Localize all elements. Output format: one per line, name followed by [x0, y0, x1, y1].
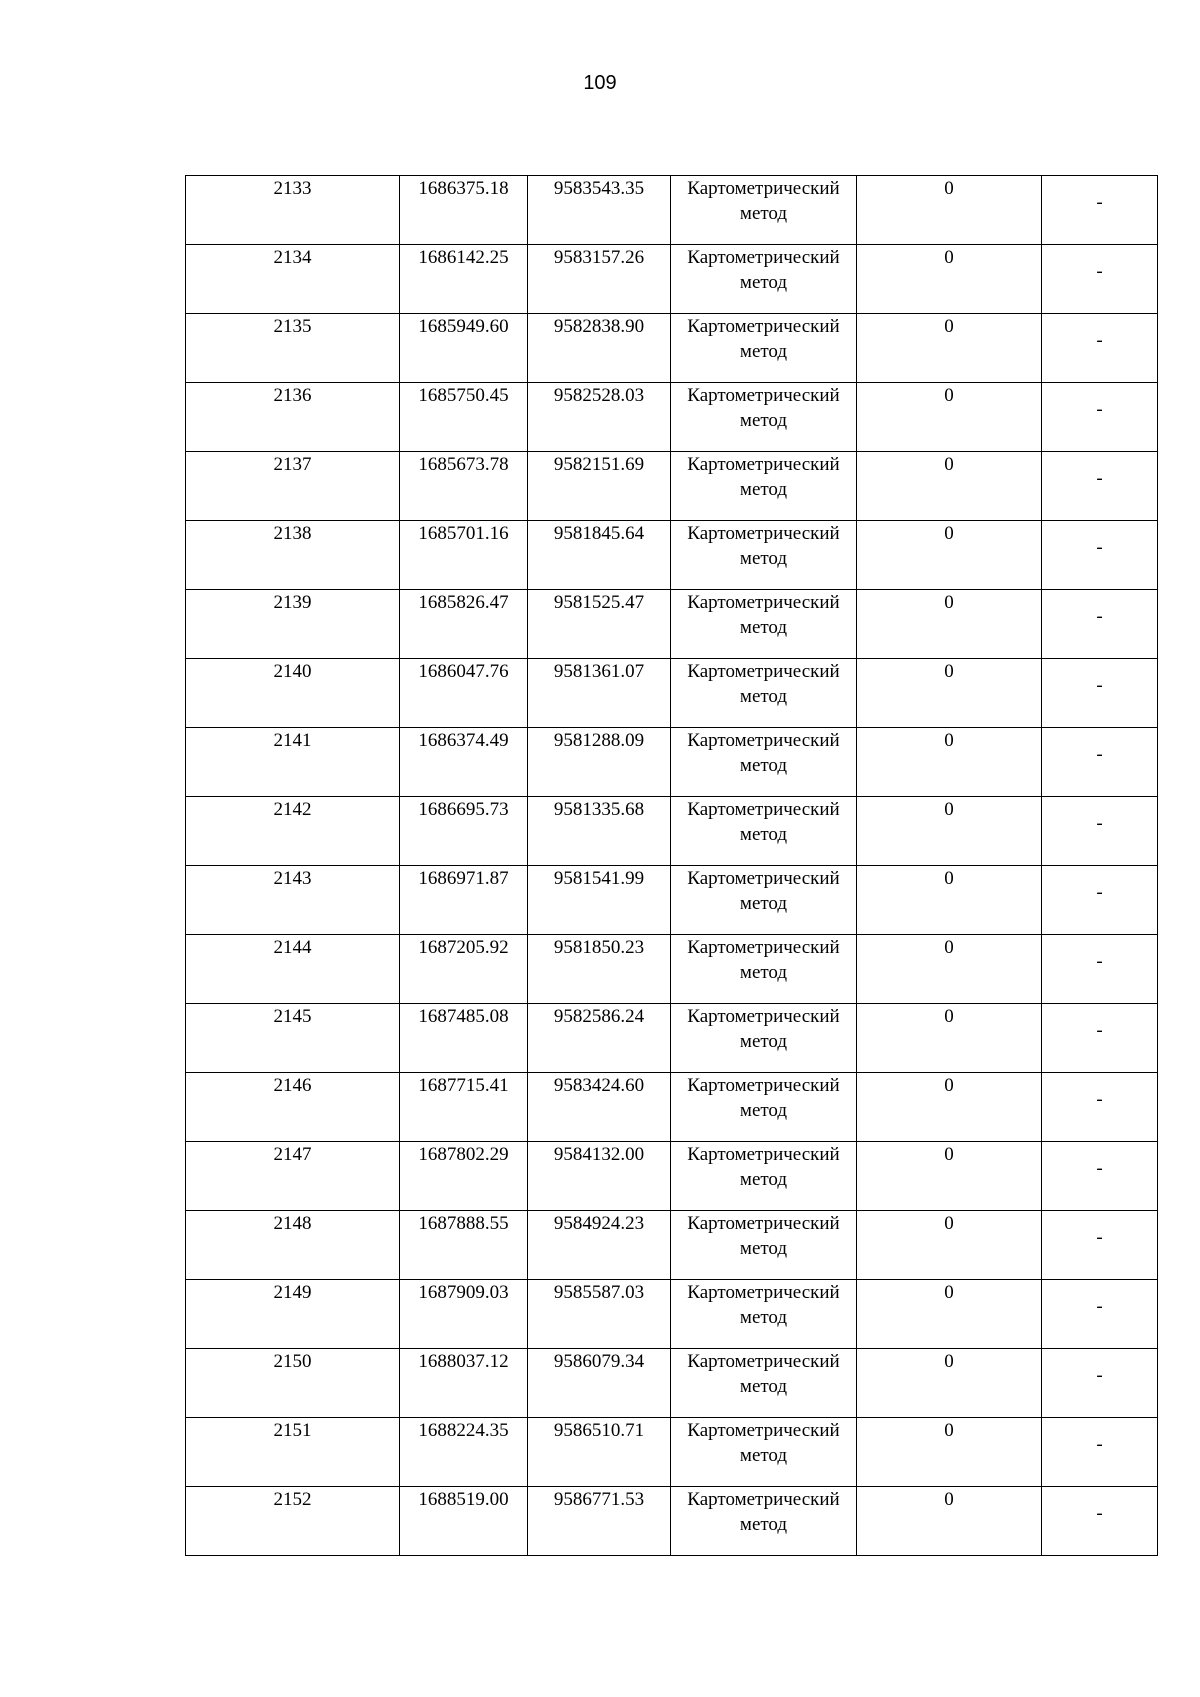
- error-cell-text: 0: [944, 1420, 954, 1441]
- point-number-cell: [186, 452, 400, 521]
- point-number-cell-text: 2150: [273, 1351, 312, 1372]
- error-cell: [857, 866, 1042, 935]
- y-coordinate-cell: [528, 866, 671, 935]
- error-cell: [857, 176, 1042, 245]
- table-row: [186, 1073, 1158, 1142]
- method-cell: [671, 1280, 857, 1349]
- error-cell: [857, 1142, 1042, 1211]
- table-row: [186, 935, 1158, 1004]
- method-cell: [671, 1004, 857, 1073]
- page-number: 109: [583, 72, 617, 94]
- method-cell-text: Картометрический метод: [687, 385, 840, 431]
- y-coordinate-cell: [528, 590, 671, 659]
- note-cell: [1042, 452, 1158, 521]
- y-coordinate-cell: [528, 659, 671, 728]
- point-number-cell: [186, 1487, 400, 1556]
- y-coordinate-cell-text: 9581288.09: [553, 730, 645, 751]
- error-cell: [857, 1280, 1042, 1349]
- note-cell: [1042, 245, 1158, 314]
- x-coordinate-cell: [400, 659, 528, 728]
- x-coordinate-cell-text: 1686142.25: [418, 247, 509, 268]
- point-number-cell: [186, 245, 400, 314]
- note-cell: [1042, 383, 1158, 452]
- table-row: [186, 452, 1158, 521]
- y-coordinate-cell: [528, 1004, 671, 1073]
- x-coordinate-cell: [400, 935, 528, 1004]
- y-coordinate-cell-text: 9581361.07: [553, 661, 645, 682]
- x-coordinate-cell-text: 1686971.87: [418, 868, 509, 889]
- method-cell-text: Картометрический метод: [687, 868, 840, 914]
- table-row: [186, 1004, 1158, 1073]
- y-coordinate-cell-text: 9581335.68: [553, 799, 645, 820]
- error-cell-text: 0: [944, 868, 954, 889]
- y-coordinate-cell-text: 9581525.47: [553, 592, 645, 613]
- error-cell-text: 0: [944, 1213, 954, 1234]
- y-coordinate-cell: [528, 1280, 671, 1349]
- table-row: [186, 590, 1158, 659]
- point-number-cell-text: 2151: [273, 1420, 312, 1441]
- x-coordinate-cell-text: 1686695.73: [418, 799, 509, 820]
- point-number-cell: [186, 1349, 400, 1418]
- x-coordinate-cell-text: 1686374.49: [418, 730, 509, 751]
- method-cell: [671, 383, 857, 452]
- x-coordinate-cell-text: 1686375.18: [418, 178, 509, 199]
- y-coordinate-cell: [528, 521, 671, 590]
- method-cell: [671, 452, 857, 521]
- error-cell: [857, 1487, 1042, 1556]
- point-number-cell: [186, 1280, 400, 1349]
- method-cell-text: Картометрический метод: [687, 937, 840, 983]
- y-coordinate-cell: [528, 314, 671, 383]
- note-cell-text: -: [1096, 743, 1103, 765]
- method-cell-text: Картометрический метод: [687, 247, 840, 293]
- note-cell-text: -: [1096, 1088, 1103, 1110]
- error-cell: [857, 245, 1042, 314]
- point-number-cell: [186, 728, 400, 797]
- method-cell: [671, 1142, 857, 1211]
- note-cell-text: -: [1096, 605, 1103, 627]
- error-cell-text: 0: [944, 1489, 954, 1510]
- error-cell: [857, 1004, 1042, 1073]
- method-cell: [671, 1418, 857, 1487]
- coordinates-table: [185, 175, 1158, 1556]
- x-coordinate-cell: [400, 521, 528, 590]
- method-cell: [671, 797, 857, 866]
- error-cell-text: 0: [944, 937, 954, 958]
- method-cell: [671, 1211, 857, 1280]
- point-number-cell: [186, 590, 400, 659]
- error-cell: [857, 1418, 1042, 1487]
- note-cell: [1042, 797, 1158, 866]
- error-cell-text: 0: [944, 1282, 954, 1303]
- y-coordinate-cell-text: 9582528.03: [553, 385, 645, 406]
- note-cell-text: -: [1096, 260, 1103, 282]
- method-cell-text: Картометрический метод: [687, 661, 840, 707]
- point-number-cell-text: 2149: [273, 1282, 312, 1303]
- table-row: [186, 245, 1158, 314]
- point-number-cell: [186, 1142, 400, 1211]
- error-cell-text: 0: [944, 1351, 954, 1372]
- y-coordinate-cell-text: 9585587.03: [553, 1282, 645, 1303]
- method-cell-text: Картометрический метод: [687, 1006, 840, 1052]
- note-cell: [1042, 1004, 1158, 1073]
- note-cell-text: -: [1096, 398, 1103, 420]
- point-number-cell-text: 2140: [273, 661, 312, 682]
- x-coordinate-cell: [400, 728, 528, 797]
- point-number-cell-text: 2141: [273, 730, 312, 751]
- method-cell-text: Картометрический метод: [687, 523, 840, 569]
- x-coordinate-cell: [400, 866, 528, 935]
- x-coordinate-cell: [400, 1487, 528, 1556]
- table-row: [186, 1280, 1158, 1349]
- error-cell-text: 0: [944, 385, 954, 406]
- method-cell: [671, 314, 857, 383]
- table-row: [186, 176, 1158, 245]
- error-cell: [857, 935, 1042, 1004]
- point-number-cell: [186, 176, 400, 245]
- error-cell: [857, 383, 1042, 452]
- table-row: [186, 1487, 1158, 1556]
- note-cell: [1042, 590, 1158, 659]
- y-coordinate-cell: [528, 452, 671, 521]
- point-number-cell: [186, 1073, 400, 1142]
- y-coordinate-cell: [528, 245, 671, 314]
- table-row: [186, 1349, 1158, 1418]
- y-coordinate-cell-text: 9581845.64: [553, 523, 645, 544]
- y-coordinate-cell-text: 9586771.53: [553, 1489, 645, 1510]
- x-coordinate-cell: [400, 1418, 528, 1487]
- x-coordinate-cell: [400, 1004, 528, 1073]
- y-coordinate-cell-text: 9581850.23: [553, 937, 645, 958]
- error-cell-text: 0: [944, 799, 954, 820]
- x-coordinate-cell-text: 1685826.47: [418, 592, 509, 613]
- table-row: [186, 728, 1158, 797]
- error-cell: [857, 590, 1042, 659]
- note-cell: [1042, 659, 1158, 728]
- x-coordinate-cell: [400, 452, 528, 521]
- note-cell: [1042, 935, 1158, 1004]
- point-number-cell-text: 2145: [273, 1006, 312, 1027]
- method-cell-text: Картометрический метод: [687, 1075, 840, 1121]
- point-number-cell: [186, 1004, 400, 1073]
- note-cell: [1042, 314, 1158, 383]
- method-cell-text: Картометрический метод: [687, 1213, 840, 1259]
- y-coordinate-cell: [528, 176, 671, 245]
- method-cell-text: Картометрический метод: [687, 1144, 840, 1190]
- note-cell-text: -: [1096, 674, 1103, 696]
- y-coordinate-cell-text: 9583543.35: [553, 178, 645, 199]
- note-cell-text: -: [1096, 1226, 1103, 1248]
- y-coordinate-cell: [528, 1349, 671, 1418]
- point-number-cell-text: 2152: [273, 1489, 312, 1510]
- error-cell-text: 0: [944, 1075, 954, 1096]
- x-coordinate-cell: [400, 383, 528, 452]
- x-coordinate-cell-text: 1687802.29: [418, 1144, 509, 1165]
- y-coordinate-cell: [528, 383, 671, 452]
- point-number-cell: [186, 1211, 400, 1280]
- method-cell: [671, 245, 857, 314]
- note-cell: [1042, 1418, 1158, 1487]
- note-cell: [1042, 1142, 1158, 1211]
- error-cell-text: 0: [944, 247, 954, 268]
- coordinates-table-body: [186, 176, 1158, 1556]
- x-coordinate-cell: [400, 1073, 528, 1142]
- note-cell-text: -: [1096, 536, 1103, 558]
- error-cell: [857, 452, 1042, 521]
- point-number-cell-text: 2147: [273, 1144, 312, 1165]
- y-coordinate-cell-text: 9583424.60: [553, 1075, 645, 1096]
- error-cell: [857, 797, 1042, 866]
- note-cell-text: -: [1096, 467, 1103, 489]
- x-coordinate-cell: [400, 176, 528, 245]
- method-cell: [671, 176, 857, 245]
- x-coordinate-cell: [400, 1349, 528, 1418]
- table-row: [186, 314, 1158, 383]
- note-cell-text: -: [1096, 881, 1103, 903]
- method-cell: [671, 1073, 857, 1142]
- error-cell: [857, 314, 1042, 383]
- point-number-cell-text: 2137: [273, 454, 312, 475]
- table-row: [186, 1142, 1158, 1211]
- x-coordinate-cell: [400, 797, 528, 866]
- y-coordinate-cell: [528, 797, 671, 866]
- method-cell-text: Картометрический метод: [687, 1420, 840, 1466]
- error-cell-text: 0: [944, 661, 954, 682]
- y-coordinate-cell-text: 9582151.69: [553, 454, 645, 475]
- y-coordinate-cell-text: 9584924.23: [553, 1213, 645, 1234]
- error-cell: [857, 1073, 1042, 1142]
- y-coordinate-cell-text: 9583157.26: [553, 247, 645, 268]
- error-cell-text: 0: [944, 454, 954, 475]
- table-row: [186, 383, 1158, 452]
- error-cell: [857, 659, 1042, 728]
- y-coordinate-cell-text: 9586510.71: [553, 1420, 645, 1441]
- error-cell-text: 0: [944, 523, 954, 544]
- error-cell-text: 0: [944, 730, 954, 751]
- x-coordinate-cell-text: 1688037.12: [418, 1351, 509, 1372]
- x-coordinate-cell-text: 1687715.41: [418, 1075, 509, 1096]
- note-cell-text: -: [1096, 1364, 1103, 1386]
- method-cell-text: Картометрический метод: [687, 454, 840, 500]
- method-cell-text: Картометрический метод: [687, 178, 840, 224]
- x-coordinate-cell-text: 1685750.45: [418, 385, 509, 406]
- note-cell-text: -: [1096, 1295, 1103, 1317]
- y-coordinate-cell: [528, 1487, 671, 1556]
- error-cell: [857, 728, 1042, 797]
- method-cell: [671, 590, 857, 659]
- y-coordinate-cell-text: 9584132.00: [553, 1144, 645, 1165]
- x-coordinate-cell: [400, 1142, 528, 1211]
- error-cell-text: 0: [944, 1144, 954, 1165]
- method-cell-text: Картометрический метод: [687, 592, 840, 638]
- note-cell-text: -: [1096, 950, 1103, 972]
- point-number-cell-text: 2135: [273, 316, 312, 337]
- note-cell: [1042, 1073, 1158, 1142]
- point-number-cell-text: 2134: [273, 247, 312, 268]
- y-coordinate-cell: [528, 1073, 671, 1142]
- note-cell-text: -: [1096, 812, 1103, 834]
- method-cell: [671, 521, 857, 590]
- point-number-cell-text: 2143: [273, 868, 312, 889]
- method-cell-text: Картометрический метод: [687, 799, 840, 845]
- note-cell-text: -: [1096, 1019, 1103, 1041]
- point-number-cell: [186, 866, 400, 935]
- note-cell: [1042, 728, 1158, 797]
- error-cell-text: 0: [944, 592, 954, 613]
- x-coordinate-cell-text: 1686047.76: [418, 661, 509, 682]
- method-cell-text: Картометрический метод: [687, 730, 840, 776]
- x-coordinate-cell-text: 1687909.03: [418, 1282, 509, 1303]
- table-row: [186, 521, 1158, 590]
- point-number-cell: [186, 935, 400, 1004]
- y-coordinate-cell: [528, 1211, 671, 1280]
- point-number-cell-text: 2133: [273, 178, 312, 199]
- x-coordinate-cell-text: 1685949.60: [418, 316, 509, 337]
- method-cell: [671, 866, 857, 935]
- note-cell-text: -: [1096, 329, 1103, 351]
- point-number-cell-text: 2142: [273, 799, 312, 820]
- point-number-cell: [186, 1418, 400, 1487]
- x-coordinate-cell: [400, 245, 528, 314]
- table-row: [186, 659, 1158, 728]
- note-cell: [1042, 1349, 1158, 1418]
- y-coordinate-cell: [528, 1142, 671, 1211]
- y-coordinate-cell-text: 9581541.99: [553, 868, 645, 889]
- point-number-cell-text: 2146: [273, 1075, 312, 1096]
- x-coordinate-cell-text: 1687485.08: [418, 1006, 509, 1027]
- x-coordinate-cell-text: 1687205.92: [418, 937, 509, 958]
- point-number-cell-text: 2144: [273, 937, 312, 958]
- method-cell-text: Картометрический метод: [687, 1351, 840, 1397]
- x-coordinate-cell: [400, 590, 528, 659]
- point-number-cell-text: 2138: [273, 523, 312, 544]
- x-coordinate-cell-text: 1688224.35: [418, 1420, 509, 1441]
- point-number-cell: [186, 383, 400, 452]
- point-number-cell-text: 2139: [273, 592, 312, 613]
- table-row: [186, 797, 1158, 866]
- note-cell: [1042, 1280, 1158, 1349]
- x-coordinate-cell-text: 1687888.55: [418, 1213, 509, 1234]
- y-coordinate-cell-text: 9582586.24: [553, 1006, 645, 1027]
- x-coordinate-cell: [400, 1280, 528, 1349]
- method-cell: [671, 1487, 857, 1556]
- x-coordinate-cell: [400, 1211, 528, 1280]
- note-cell: [1042, 1211, 1158, 1280]
- x-coordinate-cell-text: 1685673.78: [418, 454, 509, 475]
- y-coordinate-cell: [528, 728, 671, 797]
- method-cell: [671, 728, 857, 797]
- note-cell-text: -: [1096, 1502, 1103, 1524]
- point-number-cell: [186, 797, 400, 866]
- error-cell-text: 0: [944, 1006, 954, 1027]
- error-cell: [857, 1211, 1042, 1280]
- x-coordinate-cell-text: 1685701.16: [418, 523, 509, 544]
- point-number-cell: [186, 659, 400, 728]
- x-coordinate-cell: [400, 314, 528, 383]
- method-cell: [671, 1349, 857, 1418]
- method-cell-text: Картометрический метод: [687, 1282, 840, 1328]
- x-coordinate-cell-text: 1688519.00: [418, 1489, 509, 1510]
- y-coordinate-cell-text: 9582838.90: [553, 316, 645, 337]
- note-cell-text: -: [1096, 1157, 1103, 1179]
- note-cell: [1042, 866, 1158, 935]
- y-coordinate-cell: [528, 1418, 671, 1487]
- note-cell: [1042, 176, 1158, 245]
- point-number-cell-text: 2136: [273, 385, 312, 406]
- error-cell-text: 0: [944, 316, 954, 337]
- method-cell: [671, 659, 857, 728]
- method-cell-text: Картометрический метод: [687, 316, 840, 362]
- point-number-cell: [186, 521, 400, 590]
- y-coordinate-cell: [528, 935, 671, 1004]
- note-cell-text: -: [1096, 191, 1103, 213]
- point-number-cell: [186, 314, 400, 383]
- y-coordinate-cell-text: 9586079.34: [553, 1351, 645, 1372]
- error-cell: [857, 521, 1042, 590]
- point-number-cell-text: 2148: [273, 1213, 312, 1234]
- table-row: [186, 1211, 1158, 1280]
- note-cell: [1042, 521, 1158, 590]
- method-cell-text: Картометрический метод: [687, 1489, 840, 1535]
- table-row: [186, 866, 1158, 935]
- table-row: [186, 1418, 1158, 1487]
- method-cell: [671, 935, 857, 1004]
- note-cell: [1042, 1487, 1158, 1556]
- error-cell: [857, 1349, 1042, 1418]
- error-cell-text: 0: [944, 178, 954, 199]
- note-cell-text: -: [1096, 1433, 1103, 1455]
